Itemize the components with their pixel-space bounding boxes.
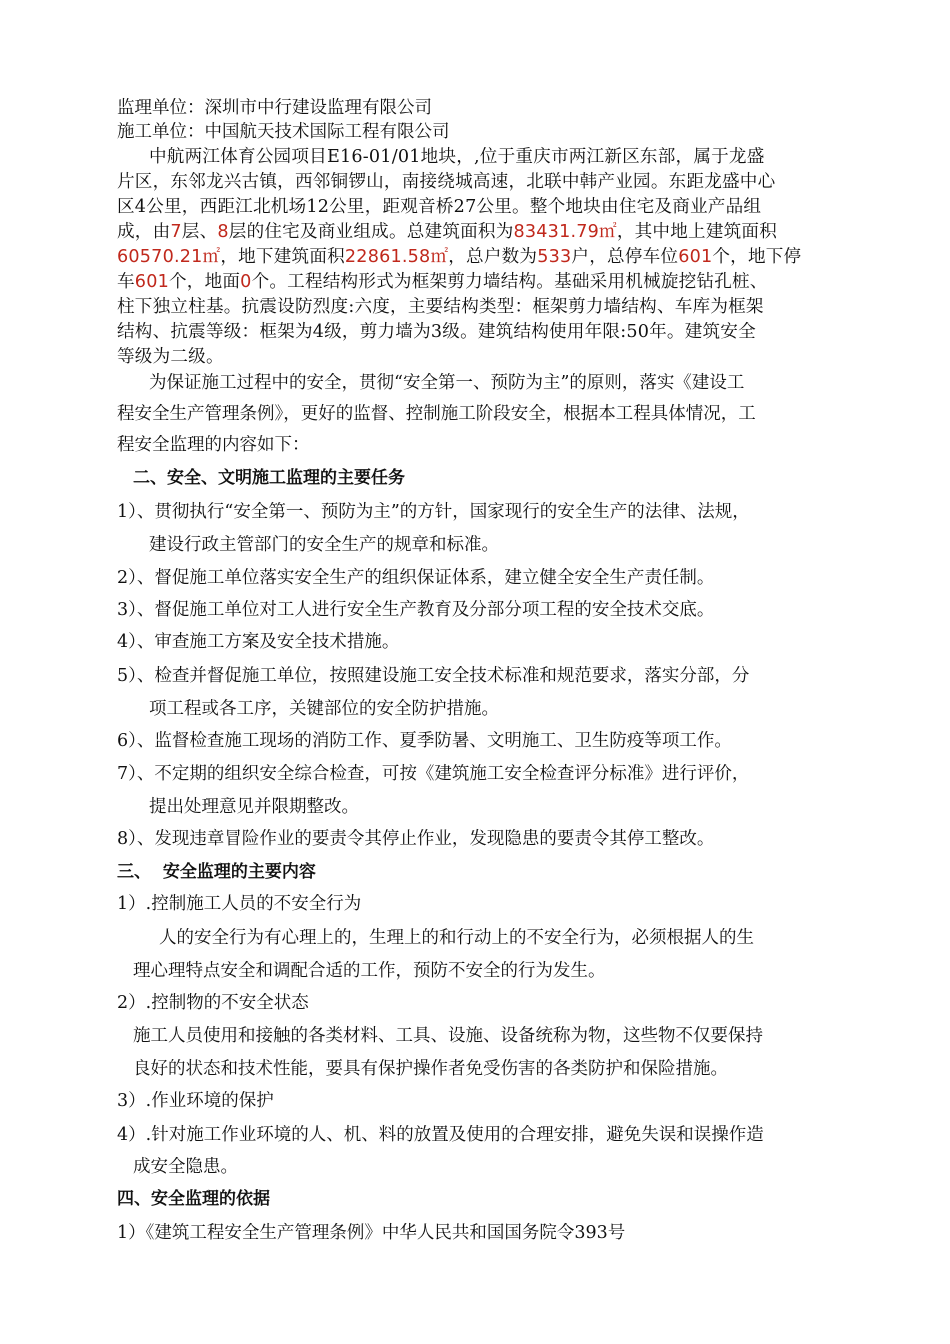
- text-segment: 成，由: [117, 222, 171, 242]
- overview-line-6: [117, 270, 768, 294]
- task-item-5-cont: 项工程或各工序，关键部位的安全防护措施。: [149, 699, 499, 719]
- below-ground-area: 22861.58㎡: [344, 247, 449, 267]
- overview-line-9: 等级为二级。: [117, 347, 224, 367]
- overview-line-7: 柱下独立柱基。抗震设防烈度:六度，主要结构类型：框架剪力墙结构、车库为框架: [117, 297, 764, 317]
- overview-line-2: 片区，东邻龙兴古镇，西邻铜锣山，南接绕城高速，北联中韩产业园。东距龙盛中心: [117, 172, 776, 192]
- overview-line-5: [117, 245, 801, 269]
- intro-line-1: 为保证施工过程中的安全，贯彻“安全第一、预防为主”的原则，落实《建设工: [149, 373, 745, 393]
- text-segment: ，其中地上建筑面积: [616, 222, 777, 242]
- task-item-8: 8）、发现违章冒险作业的要责令其停止作业，发现隐患的要责令其停工整改。: [117, 829, 715, 849]
- content-item-3: 3）.作业环境的保护: [117, 1091, 274, 1111]
- household-count: 533: [537, 247, 572, 267]
- task-item-7: 7）、不定期的组织安全综合检查，可按《建筑施工安全检查评分标准》进行评价，: [117, 764, 750, 784]
- task-item-4: 4）、审查施工方案及安全技术措施。: [117, 632, 400, 652]
- overview-line-3: 区4公里，西距江北机场12公里，距观音桥27公里。整个地块由住宅及商业产品组: [117, 197, 762, 217]
- supervision-unit: 监理单位：深圳市中行建设监理有限公司: [117, 98, 432, 118]
- floor-count-7: 7: [170, 222, 182, 242]
- text-segment: ，地下建筑面积: [220, 247, 345, 267]
- text-segment: 层、: [181, 222, 218, 242]
- content-item-1-text: 人的安全行为有心理上的，生理上的和行动上的不安全行为，必须根据人的生: [159, 928, 754, 948]
- content-item-4: 4）.针对施工作业环境的人、机、料的放置及使用的合理安排，避免失误和误操作造: [117, 1125, 764, 1145]
- content-item-4-cont: 成安全隐患。: [133, 1157, 238, 1177]
- section-heading-4: 四、安全监理的依据: [117, 1189, 270, 1209]
- task-item-3: 3）、督促施工单位对工人进行安全生产教育及分部分项工程的安全技术交底。: [117, 600, 715, 620]
- content-item-1-text-cont: 理心理特点安全和调配合适的工作，预防不安全的行为发生。: [133, 961, 606, 981]
- intro-line-3: 程安全监理的内容如下：: [117, 435, 310, 455]
- section-heading-3: 三、 安全监理的主要内容: [117, 862, 316, 882]
- text-segment: ，总户数为: [448, 247, 538, 267]
- section-heading-2: 二、安全、文明施工监理的主要任务: [133, 468, 405, 488]
- text-segment: 户，总停车位: [571, 247, 679, 267]
- task-item-7-cont: 提出处理意见并限期整改。: [149, 797, 359, 817]
- construction-unit: 施工单位：中国航天技术国际工程有限公司: [117, 122, 450, 142]
- floor-count-8: 8: [217, 222, 229, 242]
- ground-parking-count: 0: [240, 272, 252, 292]
- underground-parking-count: 601: [134, 272, 169, 292]
- task-item-2: 2）、督促施工单位落实安全生产的组织保证体系，建立健全安全生产责任制。: [117, 568, 715, 588]
- basis-item-1: 1）《建筑工程安全生产管理条例》中华人民共和国国务院令393号: [117, 1223, 626, 1243]
- text-segment: 个，地下停: [712, 247, 802, 267]
- above-ground-area: 60570.21㎡: [117, 247, 221, 267]
- content-item-2-text-cont: 良好的状态和技术性能，要具有保护操作者免受伤害的各类防护和保险措施。: [133, 1059, 728, 1079]
- task-item-5: 5）、检查并督促施工单位，按照建设施工安全技术标准和规范要求，落实分部，分: [117, 666, 750, 686]
- task-item-6: 6）、监督检查施工现场的消防工作、夏季防暑、文明施工、卫生防疫等项工作。: [117, 731, 732, 751]
- content-item-2-text: 施工人员使用和接触的各类材料、工具、设施、设备统称为物，这些物不仅要保持: [133, 1026, 763, 1046]
- overview-line-1: 中航两江体育公园项目E16-01/01地块，,位于重庆市两江新区东部，属于龙盛: [149, 147, 765, 167]
- overview-line-4: [117, 220, 777, 244]
- parking-count: 601: [678, 247, 713, 267]
- text-segment: 层的住宅及商业组成。总建筑面积为: [228, 222, 514, 242]
- text-segment: 个。工程结构形式为框架剪力墙结构。基础采用机械旋挖钻孔桩、: [251, 272, 768, 292]
- total-area: 83431.79㎡: [513, 222, 617, 242]
- text-segment: 车: [117, 272, 135, 292]
- intro-line-2: 程安全生产管理条例》，更好的监督、控制施工阶段安全，根据本工程具体情况，工: [117, 404, 756, 424]
- task-item-1-cont: 建设行政主管部门的安全生产的规章和标准。: [149, 535, 499, 555]
- task-item-1: 1）、贯彻执行“安全第一、预防为主”的方针，国家现行的安全生产的法律、法规，: [117, 502, 750, 522]
- content-item-1: 1）.控制施工人员的不安全行为: [117, 894, 362, 914]
- text-segment: 个，地面: [168, 272, 241, 292]
- content-item-2: 2）.控制物的不安全状态: [117, 993, 309, 1013]
- overview-line-8: 结构、抗震等级：框架为4级，剪力墙为3级。建筑结构使用年限:50年。建筑安全: [117, 322, 756, 342]
